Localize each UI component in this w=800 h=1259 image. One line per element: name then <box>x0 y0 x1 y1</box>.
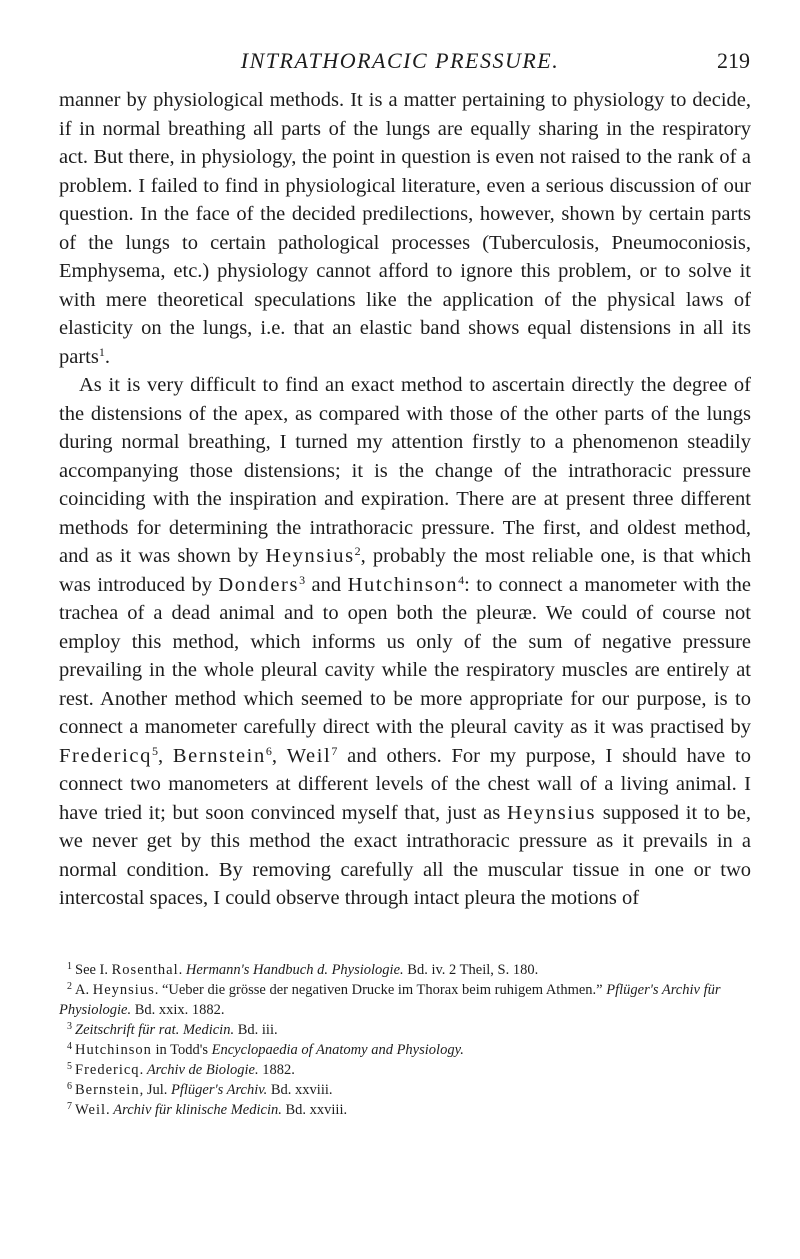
reference-author: Weil <box>75 1102 107 1118</box>
footnote <box>59 1040 751 1060</box>
text-run: manner by physiological methods. It is a matter pertaining to physiology to decide, if in normal breathing all parts of the lungs are equally sharing in the respiratory act. But there, in physiology, the point in question is even not raised to the rank of a problem. I failed to find in physiological literature, even a serious discussion of our question. In the face of the decided predilections, however, shown by certain parts of the lungs to certain pathological processes (Tuberculosis, Pneumoconiosis, Emphysema, etc.) physiology cannot afford to ignore this problem, or to solve it with mere theoretical speculations like the application of the physical laws of elasticity on the lungs, i.e. that an elastic band shows equal distensions in all its parts <box>59 89 751 368</box>
text-run: supposed it to be, we never get by this method the exact intrathoracic pressure as it prevails in a normal condition. By removing carefully all the muscular tissue in one or two intercostal spaces, I could observe through intact pleura the motions of <box>59 801 751 909</box>
footnote <box>59 1060 751 1080</box>
footnote-ref: 7 <box>331 743 338 758</box>
text-run: : to connect a manometer with the trachea of a dead animal and to open both the pleuræ. We could of course not employ this method, which informs us only of the sum of negative pressure prevailing in the whole pleural cavity while the respiratory muscles are entirely at rest. Another method which seemed to be more appropriate for our purpose, is to connect a manometer carefully direct with the pleural cavity as it was practised by <box>59 573 751 738</box>
reference-author: Hutchinson <box>75 1042 152 1058</box>
text-run: 1882. <box>258 1062 295 1078</box>
text-run: , probably the most reliable one, is that which was introduced by <box>59 545 752 596</box>
text-run: . <box>104 345 110 368</box>
footnote-number: 7 <box>67 1101 72 1112</box>
footnotes <box>59 960 751 1120</box>
reference-title: Archiv de Biologie. <box>146 1062 259 1078</box>
text-run: . “Ueber die grösse der negativen Drucke im Thorax beim ruhigem Athmen.” <box>154 982 607 998</box>
text-run: Bd. iii. <box>234 1022 278 1038</box>
text-run: Bd. xxviii. <box>267 1082 333 1098</box>
footnote-ref: 1 <box>98 344 105 359</box>
reference-author: Bernstein <box>75 1082 140 1098</box>
footnote-ref: 3 <box>299 572 306 587</box>
footnote-number: 1 <box>67 961 72 972</box>
cited-author: Hutchinson <box>347 573 459 596</box>
footnote-ref: 6 <box>265 743 272 758</box>
text-run: A. <box>75 982 93 998</box>
text-run: and <box>305 573 348 596</box>
running-title: INTRATHORACIC PRESSURE. <box>240 48 560 73</box>
body-text <box>59 86 751 913</box>
paragraph <box>59 371 751 913</box>
text-run: , <box>157 744 173 767</box>
reference-title: Encyclopaedia of Anatomy and Physiology. <box>211 1042 464 1058</box>
cited-author: Donders <box>218 573 300 596</box>
footnote <box>59 980 751 1020</box>
text-run: . <box>178 962 186 978</box>
text-run: in Todd's <box>151 1042 212 1058</box>
text-run: and others. For my purpose, I should have to connect two manometers at different levels of the chest wall of a living animal. I have tried it; but soon convinced myself that, just as <box>59 744 752 824</box>
paragraph <box>59 86 751 371</box>
footnote <box>59 1080 751 1100</box>
footnote-number: 6 <box>67 1081 72 1092</box>
footnote-number: 5 <box>67 1061 72 1072</box>
text-run: Bd. xxviii. <box>281 1102 348 1118</box>
footnote-number: 4 <box>67 1041 72 1052</box>
footnote-ref: 4 <box>458 572 465 587</box>
text-run: , Jul. <box>139 1082 171 1098</box>
footnote-ref: 5 <box>151 743 158 758</box>
footnote <box>59 960 751 980</box>
cited-author: Weil <box>286 744 332 767</box>
cited-author: Bernstein <box>172 744 266 767</box>
reference-title: Zeitschrift für rat. Medicin. <box>75 1022 235 1038</box>
page-header <box>0 48 800 78</box>
text-run: . <box>139 1062 147 1078</box>
reference-author: Rosenthal <box>111 962 179 978</box>
cited-author: Heynsius <box>265 545 355 567</box>
footnote-number: 3 <box>67 1021 72 1032</box>
page-number: 219 <box>717 48 750 73</box>
footnote-ref: 2 <box>354 544 361 558</box>
reference-title: Hermann's Handbuch d. Physiologie. <box>185 962 404 978</box>
reference-title: Pflüger's Archiv für Physiologie. <box>59 982 721 1018</box>
text-run: As it is very difficult to find an exact method to ascertain directly the degree of the distensions of the apex, as compared with those of the other parts of the lungs during normal breathing, I turned my attention firstly to a phenomenon steadily accompanying those distensions; it is the change of the intrathoracic pressure coinciding with the inspiration and expiration. There are at present three different methods for determining the intrathoracic pressure. The first, and oldest method, and as it was shown by <box>59 374 751 567</box>
text-run: Bd. iv. 2 Theil, S. 180. <box>403 962 539 978</box>
cited-author: Fredericq <box>59 744 152 767</box>
reference-title: Archiv für klinische Medicin. <box>113 1102 282 1118</box>
footnote-number: 2 <box>67 981 72 992</box>
text-run: Bd. xxix. 1882. <box>131 1002 225 1018</box>
reference-title: Pflüger's Archiv. <box>171 1082 268 1098</box>
text-run: , <box>271 744 287 767</box>
footnote <box>59 1020 751 1040</box>
footnote <box>59 1100 751 1120</box>
text-run: See I. <box>75 962 112 978</box>
text-run: . <box>106 1102 114 1118</box>
reference-author: Fredericq <box>75 1062 140 1078</box>
reference-author: Heynsius <box>92 982 155 998</box>
cited-author: Heynsius <box>506 801 597 824</box>
